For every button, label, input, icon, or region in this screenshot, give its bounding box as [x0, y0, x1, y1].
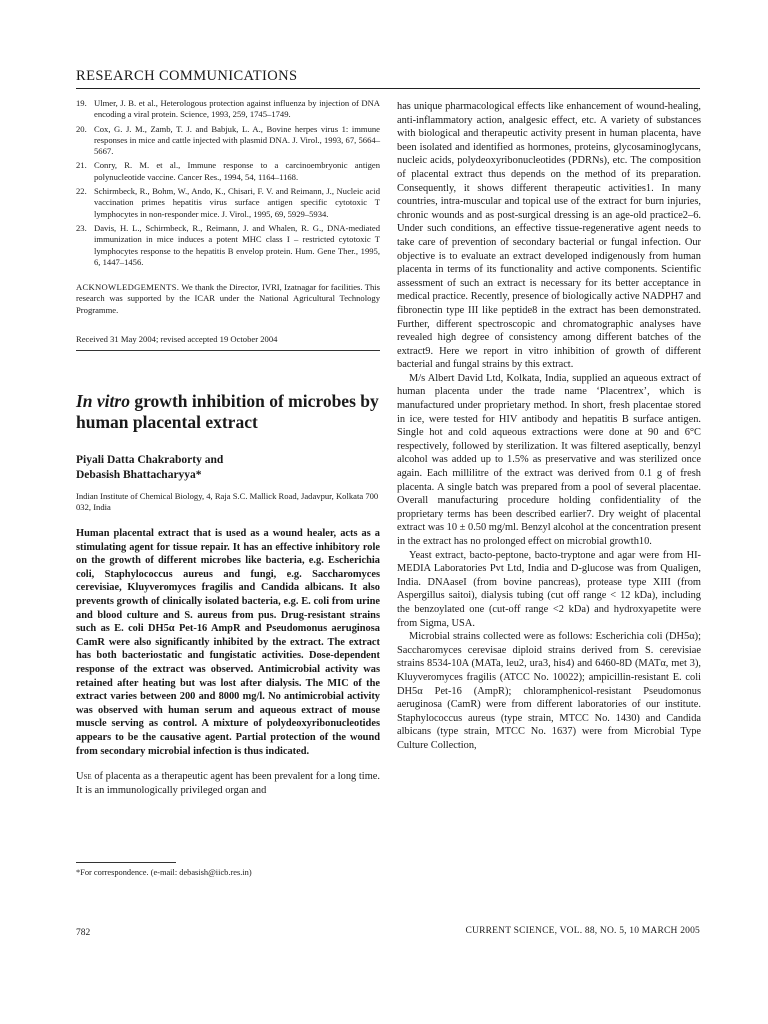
body-paragraph: Yeast extract, bacto-peptone, bacto-tryptone and agar were from HI-MEDIA Laboratories Pvt Ltd, India and D-glucose was from Qualigen, India. DNAaseI (from bovine pancreas), protease type XIII (from Aspergillus saitoi), dialysis tubing (cut off range < 12 kDa), including the benzoylated one (cut-off range <2 kDa) and hydroxyapetite were from Sigma, USA. — [397, 549, 701, 629]
reference-list — [76, 98, 380, 268]
received-date: Received 31 May 2004; revised accepted 19 October 2004 — [76, 334, 278, 345]
reference-number: 22. — [76, 186, 87, 197]
header-rule — [76, 88, 700, 89]
reference-item — [76, 124, 380, 158]
intro-paragraph — [76, 770, 380, 797]
abstract: Human placental extract that is used as a wound healer, acts as a stimulating agent for tissue repair. It has an effective inhibitory role on the growth of different microbes like bacteria, e.g. Escherichia coli, Staphylococcus aureus and fungi, e.g. Saccharomyces cerevisiae, Kluyveromyces fragilis and Candida albicans. It also prevents growth of clinically isolated bacteria, e.g. E. coli from urine and blood culture and S. aureus from pus. Drug-resistant strains such as E. coli DH5α Pet-16 AmpR and Pseudomonus aeruginosa CamR were also significantly inhibited by the extract. The extract has both bacteriostatic and fungistatic activities. Dose-dependent response of the extract was observed. Antimicrobial activity was retained after heating but was lost after dialysis. The MIC of the extract varies between 200 and 8000 mg/l. No antimicrobial activity was observed with human serum and aqueous extract of mouse muscle serving as control. A mixture of polydeoxyribonucleotides appears to be the causative agent. Partial protection of the wound from secondary microbial infection is thus indicated. — [76, 528, 380, 757]
page-number: 782 — [76, 928, 91, 938]
reference-text: Conry, R. M. et al., Immune response to a carcinoembryonic antigen polynucleotide vaccine. Cancer Res., 1994, 54, 1164–1168. — [94, 160, 380, 182]
body-paragraph: Microbial strains collected were as follows: Escherichia coli (DH5α); Saccharomyces cerevisae diploid strains derived from S. cerevisiae strains 8534-10A (MATa, leu2, ura3, his4) and 6460-8D (MATα, met 3), Kluyveromyces fragilis (ATCC No. 10022); ampicillin-resistant E. coli DH5α Pet-16 (AmpR); chloramphenicol-resistant Pseudomonus aeruginosa (CamR) were from different laboratories of our institute. Staphylococcus aureus (type strain, MTCC No. 1430) and Candida albicans (type strain, MTCC No. 1637) were from Microbial Type Culture Collection, — [397, 631, 701, 751]
reference-text: Ulmer, J. B. et al., Heterologous protection against influenza by injection of DNA encoding a viral protein. Science, 1993, 259, 1745–1749. — [94, 98, 380, 120]
left-column — [76, 98, 380, 797]
article-title — [76, 391, 380, 433]
body-paragraph: M/s Albert David Ltd, Kolkata, India, supplied an aqueous extract of human placenta under the trade name ‘Placentrex’, which is manufactured under proprietary method. In short, fresh placentae stored in ice, were tested for HIV antibody and hepatitis B surface antigen. Single hot and cold aqueous extractions were done at 90 and 6°C respectively, followed by sterilization. It was filtered aseptically, benzyl alcohol was added up to 1.5% as preservative and was sterilized once again. Each millilitre of the extract was derived from 0.1 g of fresh placenta. A single batch was prepared from a pool of several placentae. Overall manufacturing procedure holding confidentiality of the proprietary terms has been described earlier7. Dry weight of placental extract was 10 ± 0.50 mg/ml. Benzyl alcohol at the concentration present in the extract has no prolonged effect on microbial growth10. — [397, 372, 701, 547]
reference-text: Davis, H. L., Schirmbeck, R., Reimann, J. and Whalen, R. G., DNA-mediated immunization in mice induces a potent MHC class I – restricted cytotoxic T lymphocytes response to the hepatitis B envelop protein. Hum. Gene Ther., 1995, 6, 1447–1456. — [94, 222, 380, 267]
body-paragraph: has unique pharmacological effects like enhancement of wound-healing, anti-inflammatory action, analgesic effect, etc. A variety of substances with biological and therapeutic activity present in human placenta, have been isolated and identified as hormones, proteins, glycosaminoglycans, nucleic acids, polydeoxyribonucleotides (PDRNs), etc. The composition of placental extract thus depends on the method of its preparation. Consequently, it shows different therapeutic activities1. In many countries, intra-muscular and topical use of the extract for burn injuries, chronic wounds and as post-surgical dressing is an age-old practice2–6. Under such conditions, an effective tissue-regenerative agent needs to take care of prevention of secondary bacterial or fungal infection. Our objective is to evaluate an extract developed indigenously from human placenta in terms of its functionality and active components. Scientific assessment of such an extract is necessary for its better acceptance in medical practice. Recently, presence of biologically active NADPH7 and fibronectin type III like peptide8 in the extract has been demonstrated. Further, different spectroscopic and chromatographic analyses have revealed high degree of consistency among different batches of the extract9. Here we report in vitro inhibition of growth of different bacterial and fungal strains by this extract. — [397, 101, 701, 371]
reference-item — [76, 223, 380, 268]
acknowledgements-text: We thank the Director, IVRI, Izatnagar for facilities. This research was supported by the ICAR under the National Agricultural Technology Programme. — [76, 282, 380, 315]
reference-number: 21. — [76, 160, 87, 171]
right-column — [397, 100, 701, 753]
author-list — [76, 453, 380, 483]
reference-number: 19. — [76, 98, 87, 108]
reference-text: Cox, G. J. M., Zamb, T. J. and Babjuk, L. A., Bovine herpes virus 1: immune responses in mice and cattle injected with plasmid DNA. J. Virol., 1993, 67, 5664–5667. — [94, 123, 380, 157]
reference-number: 23. — [76, 222, 87, 233]
acknowledgements — [76, 282, 380, 316]
article-title-rest: growth inhibition of microbes by human placental extract — [76, 391, 379, 433]
article-title-italic: In vitro — [76, 391, 130, 412]
reference-item — [76, 98, 380, 121]
author-line: Debasish Bhattacharyya* — [76, 469, 202, 482]
correspondence-footnote: *For correspondence. (e-mail: debasish@iicb.res.in) — [76, 868, 252, 877]
footnote-rule — [76, 862, 176, 863]
author-line: Piyali Datta Chakraborty and — [76, 454, 224, 467]
intro-text: of placenta as a therapeutic agent has been prevalent for a long time. It is an immunologically privileged organ and — [76, 771, 380, 796]
author-affiliation: Indian Institute of Chemical Biology, 4, Raja S.C. Mallick Road, Jadavpur, Kolkata 700 032, India — [76, 491, 379, 513]
acknowledgements-heading: ACKNOWLEDGEMENTS. — [76, 282, 180, 293]
reference-text: Schirmbeck, R., Bohm, W., Ando, K., Chisari, F. V. and Reimann, J., Nucleic acid vaccination primes hepatitis virus surface antigen specific cytotoxic T lymphocytes in non-responder mice. J. Virol., 1995, 69, 5929–5934. — [94, 186, 380, 219]
reference-item — [76, 186, 380, 220]
intro-dropcap: Use — [76, 771, 92, 783]
running-header: RESEARCH COMMUNICATIONS — [76, 68, 298, 84]
reference-item — [76, 160, 380, 183]
section-divider — [76, 350, 380, 351]
journal-citation: CURRENT SCIENCE, VOL. 88, NO. 5, 10 MARCH 2005 — [465, 926, 700, 936]
reference-number: 20. — [76, 123, 87, 134]
